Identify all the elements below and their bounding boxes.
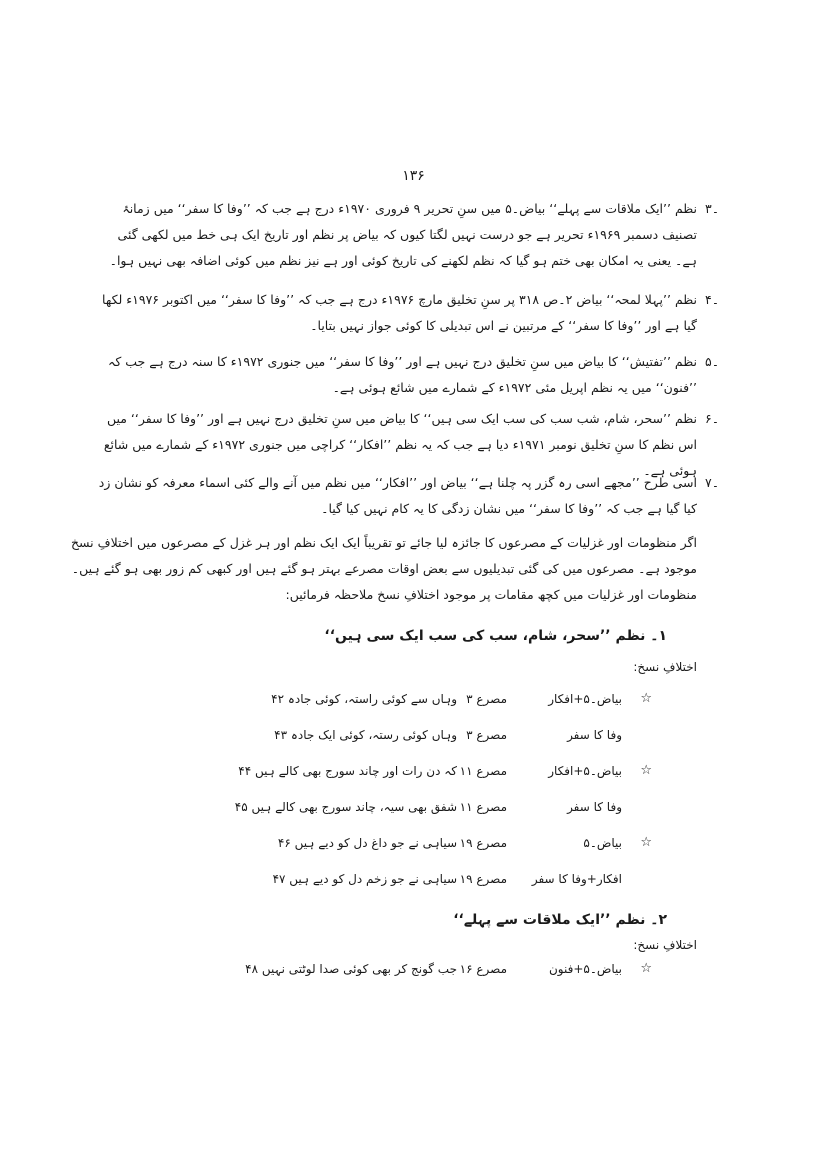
footnote-text: نظم ’’سحر، شام، شب سب کی سب ایک سی ہیں‘‘ کا بیاض میں سنِ تخلیق درج نہیں ہے اور ’’وفا کا سفر‘‘ میں اس نظم کا سنِ تخلیق نومبر ۱۹۷۱ء دیا ہے جب کہ یہ نظم ’’افکار‘‘ کراچی میں جنوری ۱۹۷۲ء کے شمارے میں شائع ہوئی ہے۔: [103, 411, 697, 478]
section-title: نظم ’’سحر، شام، سب کی سب ایک سی ہیں‘‘: [324, 628, 646, 644]
variant-source: بیاض۔۵+افکار: [548, 764, 622, 778]
variant-verse: سیاہی نے جو داغ دل کو دیے ہیں ۴۶: [277, 836, 457, 850]
footnote-7: [97, 470, 720, 522]
variant-ref: مصرع ۱۹: [459, 872, 507, 886]
footnote-number: ۷۔: [705, 475, 720, 490]
variant-source: بیاض۔۵+فنون: [548, 962, 622, 976]
variant-ref: مصرع ۱۱: [459, 764, 507, 778]
star-icon: ☆: [640, 763, 652, 778]
footnote-3: [97, 196, 720, 274]
variant-ref: مصرع ۱۶: [459, 962, 507, 976]
footnote-text: نظم ’’ایک ملاقات سے پہلے‘‘ بیاض۔۵ میں سنِ تحریر ۹ فروری ۱۹۷۰ء درج ہے جب کہ ’’وفا کا سفر‘‘ میں زمانۂ تصنیف دسمبر ۱۹۶۹ء تحریر ہے جو درست نہیں لگتا کیوں کہ بیاض پر نظم اور تاریخ ایک ہی خط میں لکھی گئی ہے۔ یعنی یہ امکان بھی ختم ہو گیا کہ نظم لکھنے کی تاریخ کوئی اور ہے نیز نظم میں کوئی اضافہ بھی نہیں ہوا۔: [109, 201, 697, 268]
variant-ref: مصرع ۳: [466, 692, 507, 706]
variant-row: [0, 868, 827, 896]
footnote-text: نظم ’’تفتیش‘‘ کا بیاض میں سنِ تخلیق درج نہیں ہے اور ’’وفا کا سفر‘‘ میں جنوری ۱۹۷۲ء کا سنہ درج ہے جب کہ ’’فنون‘‘ میں یہ نظم اپریل مئی ۱۹۷۲ء کے شمارے میں شائع ہوئی ہے۔: [108, 354, 697, 395]
variant-row: [0, 760, 827, 788]
page-number: ۱۳۶: [402, 168, 425, 184]
variant-ref: مصرع ۱۹: [459, 836, 507, 850]
section-number: ۲۔: [650, 912, 667, 928]
variants-label: اختلافِ نسخ:: [633, 660, 697, 674]
variant-verse: وہاں سے کوئی راستہ، کوئی جادہ ۴۲: [271, 692, 457, 706]
variant-source: بیاض۔۵+افکار: [548, 692, 622, 706]
footnote-number: ۳۔: [705, 201, 720, 216]
section-heading-1: [324, 628, 667, 644]
footnote-number: ۴۔: [705, 292, 720, 307]
variant-ref: مصرع ۱۱: [459, 800, 507, 814]
variant-row: [0, 958, 827, 986]
footnote-text: اسی طرح ’’مجھے اسی رہ گزر پہ چلنا ہے‘‘ بیاض اور ’’افکار‘‘ میں نظم میں آنے والے کئی اسماء معرفہ کو نشان زد کیا گیا ہے جب کہ ’’وفا کا سفر‘‘ میں نشان زدگی کا یہ کام نہیں کیا گیا۔: [98, 475, 697, 516]
footnote-5: [97, 349, 720, 401]
section-heading-2: [453, 912, 667, 928]
star-icon: ☆: [640, 835, 652, 850]
variant-source: بیاض۔۵: [583, 836, 622, 850]
variant-source: افکار+وفا کا سفر: [531, 872, 622, 886]
footnote-text: نظم ’’پہلا لمحہ‘‘ بیاض ۲۔ص ۳۱۸ پر سنِ تخلیق مارچ ۱۹۷۶ء درج ہے جب کہ ’’وفا کا سفر‘‘ میں اکتوبر ۱۹۷۶ء لکھا گیا ہے اور ’’وفا کا سفر‘‘ کے مرتبین نے اس تبدیلی کا کوئی جواز نہیں بتایا۔: [102, 292, 697, 333]
variants-label: اختلافِ نسخ:: [633, 938, 697, 952]
variant-verse: شفق بھی سیہ، چاند سورج بھی کالے ہیں ۴۵: [234, 800, 457, 814]
section-number: ۱۔: [650, 628, 667, 644]
section-title: نظم ’’ایک ملاقات سے پہلے‘‘: [453, 912, 646, 928]
footnote-4: [97, 287, 720, 339]
footnote-number: ۶۔: [705, 411, 720, 426]
variant-row: [0, 688, 827, 716]
footnote-number: ۵۔: [705, 354, 720, 369]
variant-ref: مصرع ۳: [466, 728, 507, 742]
body-paragraph: اگر منظومات اور غزلیات کے مصرعوں کا جائزہ لیا جائے تو تقریباً ایک ایک نظم اور ہر غزل کے مصرعوں میں اختلافِ نسخ موجود ہے۔ مصرعوں میں کی گئی تبدیلیوں سے بعض اوقات مصرعے بہتر ہو گئے ہیں اور کبھی کم زور بھی ہو گئے ہیں۔ منظومات اور غزلیات میں کچھ مقامات پر موجود اختلافِ نسخ ملاحظہ فرمائیں:: [70, 535, 697, 602]
star-icon: ☆: [640, 961, 652, 976]
variant-verse: وہاں کوئی رستہ، کوئی ایک جادہ ۴۳: [274, 728, 457, 742]
variant-row: [0, 832, 827, 860]
variant-verse: سیاہی نے جو زخم دل کو دیے ہیں ۴۷: [272, 872, 457, 886]
star-icon: ☆: [640, 691, 652, 706]
variant-source: وفا کا سفر: [567, 800, 622, 814]
variant-source: وفا کا سفر: [567, 728, 622, 742]
variant-row: [0, 796, 827, 824]
variant-verse: کہ دن رات اور چاند سورج بھی کالے ہیں ۴۴: [238, 764, 457, 778]
variant-row: [0, 724, 827, 752]
variant-verse: جب گونج کر بھی کوئی صدا لوٹتی نہیں ۴۸: [245, 962, 457, 976]
